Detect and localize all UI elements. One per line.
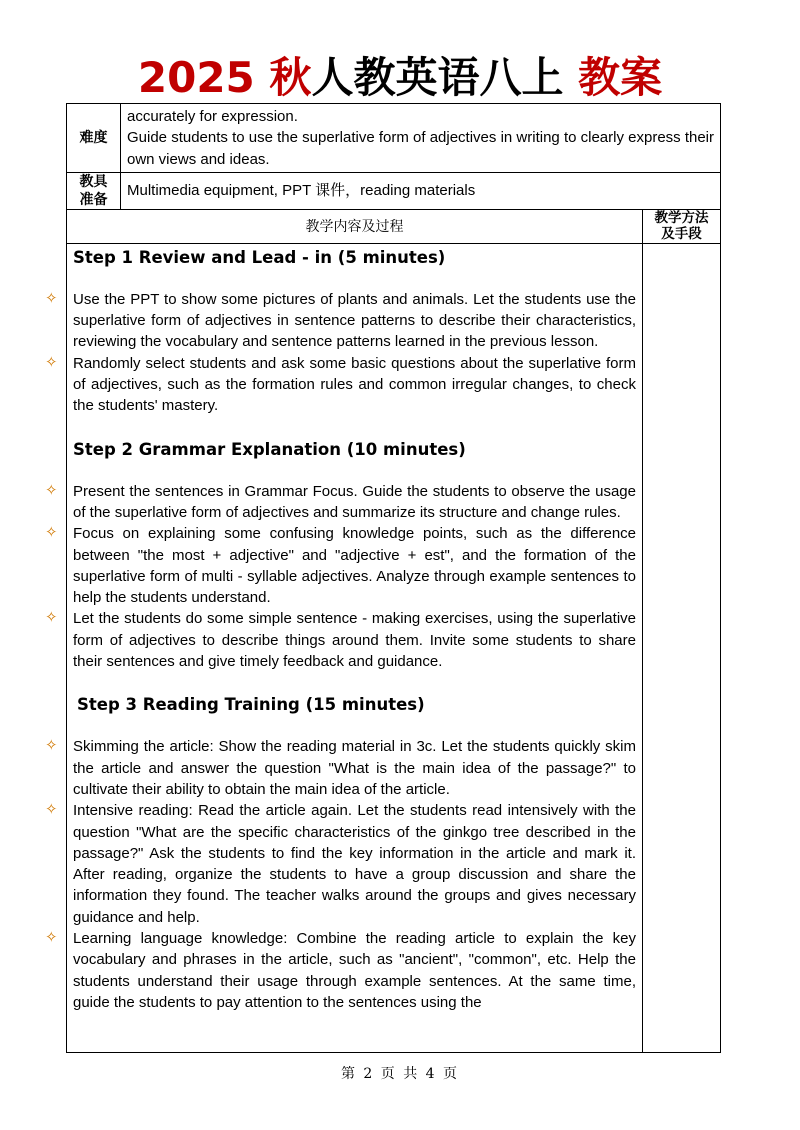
tools-row bbox=[67, 172, 721, 209]
step-item bbox=[45, 288, 636, 353]
step-spacer bbox=[73, 717, 636, 736]
step-item bbox=[45, 480, 636, 524]
tools-content: Multimedia equipment, PPT 课件，reading materials bbox=[121, 172, 721, 209]
page-footer bbox=[0, 1063, 800, 1083]
step-item-text: Present the sentences in Grammar Focus. Guide the students to observe the usage of the superlative form of adjectives and summarize its structure and change rules. bbox=[73, 482, 636, 521]
step-item-text: Intensive reading: Read the article again. Let the students read intensively with the question "What are the specific characteristics of the ginkgo tree described in the passage?" Ask the students to find the key information in the article and mark it. After reading, organize the students to have a group discussion and share the information they found. The teacher walks around the groups and gives necessary guidance and help. bbox=[73, 802, 636, 926]
banner-doc-type: 教案 bbox=[578, 53, 663, 102]
step-spacer bbox=[73, 270, 636, 289]
step-heading: Step 1 Review and Lead - in (5 minutes) bbox=[73, 247, 446, 267]
step-item bbox=[45, 523, 636, 608]
diamond-bullet-icon: ✧ bbox=[45, 608, 58, 627]
table-header-row bbox=[67, 209, 721, 243]
banner-season: 秋 bbox=[269, 53, 312, 102]
tools-label-line-1: 教具 bbox=[79, 173, 108, 190]
difficulty-line-2: Guide students to use the superlative form of adjectives in writing to clearly express their own views and ideas. bbox=[127, 129, 715, 168]
diamond-bullet-icon: ✧ bbox=[45, 800, 58, 819]
tools-label bbox=[67, 172, 121, 209]
content-header: 教学内容及过程 bbox=[67, 209, 643, 243]
diamond-bullet-icon: ✧ bbox=[45, 928, 58, 947]
diamond-bullet-icon: ✧ bbox=[45, 352, 58, 371]
diamond-bullet-icon: ✧ bbox=[45, 480, 58, 499]
footer-suffix: 页 bbox=[443, 1066, 460, 1082]
difficulty-content bbox=[121, 104, 721, 173]
step-item-text: Skimming the article: Show the reading material in 3c. Let the students quickly skim the article and answer the question "What is the main idea of the passage?" to cultivate their ability to obtain the main idea of the article. bbox=[73, 738, 636, 798]
diamond-bullet-icon: ✧ bbox=[45, 736, 58, 755]
footer-prefix: 第 bbox=[340, 1066, 357, 1082]
steps-container bbox=[45, 246, 636, 1013]
content-row bbox=[67, 243, 721, 1052]
footer-page-number: 2 bbox=[363, 1066, 375, 1082]
method-header-line-2: 及手段 bbox=[661, 226, 702, 243]
step-item-text: Randomly select students and ask some basic questions about the superlative form of adjectives, such as the formation rules and common irregular changes, to check the students' mastery. bbox=[73, 354, 636, 415]
step-item-text: Let the students do some simple sentence - making exercises, using the superlative form of adjectives to describe things around them. Invite some students to share their sentences and give timely feedback and guidance. bbox=[73, 610, 636, 671]
footer-total-pages: 4 bbox=[425, 1066, 437, 1082]
diamond-bullet-icon: ✧ bbox=[45, 288, 58, 307]
banner-year: 2025 bbox=[137, 53, 255, 102]
method-header bbox=[643, 209, 721, 243]
difficulty-label: 难度 bbox=[67, 104, 121, 173]
step-heading: Step 3 Reading Training (15 minutes) bbox=[77, 695, 425, 715]
step-spacer bbox=[73, 462, 636, 481]
step-item bbox=[45, 352, 636, 417]
page-banner bbox=[0, 52, 800, 104]
step-item bbox=[45, 800, 636, 928]
method-header-line-1: 教学方法 bbox=[654, 210, 709, 227]
difficulty-row bbox=[67, 104, 721, 173]
teaching-method-cell bbox=[643, 243, 721, 1052]
step-item-text: Focus on explaining some confusing knowledge points, such as the difference between "the most + adjective" and "adjective + est", and the formation of the superlative form of multi - syllable adjectives. Analyze through example sentences to help the students understand. bbox=[73, 525, 636, 607]
diamond-bullet-icon: ✧ bbox=[45, 523, 58, 542]
teaching-content bbox=[45, 243, 643, 1052]
footer-middle: 页 共 bbox=[380, 1066, 420, 1082]
step-heading: Step 2 Grammar Explanation (10 minutes) bbox=[73, 439, 466, 459]
step-item bbox=[45, 736, 636, 800]
banner-subject: 人教英语八上 bbox=[311, 53, 564, 102]
lesson-plan-table bbox=[45, 103, 721, 1053]
step-item bbox=[45, 928, 636, 1013]
step-item-text: Use the PPT to show some pictures of plants and animals. Let the students use the superlative form of adjectives in sentence patterns to describe their characteristics, reviewing the vocabulary and sentence patterns learned in the previous lesson. bbox=[73, 290, 636, 351]
tools-label-line-2: 准备 bbox=[79, 191, 108, 208]
difficulty-line-1: accurately for expression. bbox=[127, 108, 298, 125]
step-item bbox=[45, 608, 636, 672]
step-item-text: Learning language knowledge: Combine the reading article to explain the key vocabulary and phrases in the article, such as "ancient", "common", etc. Help the students understand their usage through example sentences. At the same time, guide the students to pay attention to the sentences using the bbox=[73, 930, 636, 1011]
